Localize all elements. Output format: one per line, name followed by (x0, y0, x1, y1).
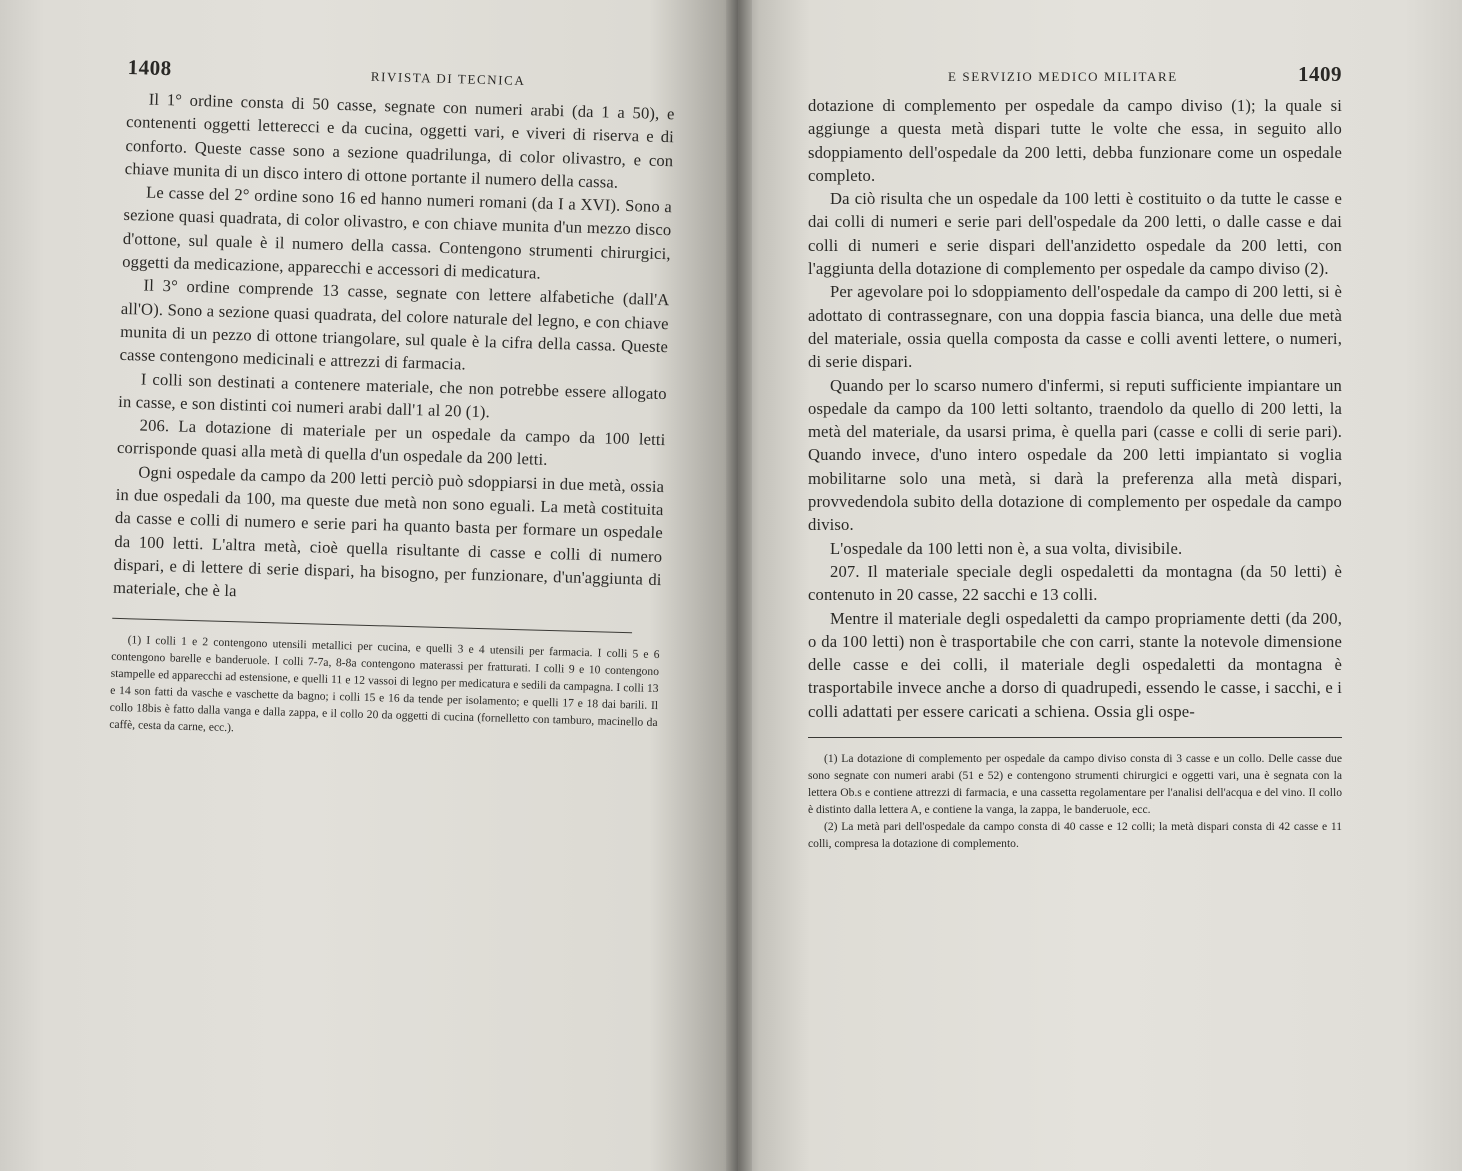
paragraph: L'ospedale da 100 letti non è, a sua volta, divisibile. (830, 538, 1183, 558)
footnote-divider (112, 617, 632, 633)
paragraph: Il 1° ordine consta di 50 casse, segnate con numeri arabi (da 1 a 50), e contenenti oggetti letterecci e da cucina, oggetti vari, e viveri di riserva e di conforto. Queste casse sono a sezione quadrilunga, di color olivastro, e con chiave munita di un disco intero di ottone portante il numero della cassa. (124, 89, 675, 192)
paragraph: Ogni ospedale da campo da 200 letti perciò può sdoppiarsi in due metà, ossia in due ospedali da 100, ma queste due metà non sono eguali. La metà costituita da casse e colli di numero e serie pari ha quanto basta per formare un ospedale da 100 letti. L'altra metà, cioè quella risultante di casse e colli di numero dispari, e di lettere di serie dispari, ha bisogno, per funzionare, d'un'aggiunta di materiale, che è la (112, 462, 665, 601)
running-head-right: E SERVIZIO MEDICO MILITARE (948, 69, 1178, 84)
right-page (738, 0, 1462, 1171)
paragraph: Per agevolare poi lo sdoppiamento dell'ospedale da campo di 200 letti, si è adottato di contrassegnare, con una doppia fascia bianca, una delle due metà del materiale, ossia quella composta da casse e colli aventi lettere, o numeri, di serie dispari. (808, 282, 1342, 372)
footnote: (1) La dotazione di complemento per ospedale da campo diviso consta di 3 casse e un collo. Delle casse due sono segnate con numeri arabi (51 e 52) e contengono strumenti chirurgici e oggetti vari, una è segnata con la lettera Ob.s e contiene attrezzi di farmacia, e una cassetta regolamentare per l'analisi dell'acqua e del vino. Il collo è distinto dalla lettera A, e contiene la vanga, la zappa, le banderuole, ecc. (808, 752, 1342, 817)
left-page-content (109, 55, 676, 748)
footnote: (2) La metà pari dell'ospedale da campo consta di 40 casse e 12 colli; la metà dispari consta di 42 casse e 11 colli, compresa la dotazione di complemento. (808, 820, 1342, 851)
paragraph: Da ciò risulta che un ospedale da 100 letti è costituito o da tutte le casse e dai colli di numeri e serie pari dell'ospedale da 200 letti, o dalle casse e dai colli di numeri e serie dispari dell'anzidetto ospedale da 200 letti, con l'aggiunta della dotazione di complemento per ospedale da campo diviso (2). (808, 189, 1342, 279)
right-page-footnotes (808, 750, 1342, 852)
right-page-body (808, 94, 1342, 723)
left-page-body (113, 87, 675, 615)
right-page-content (808, 62, 1342, 852)
running-head-left: RIVISTA DI TECNICA (370, 68, 526, 89)
footnote-divider (808, 737, 1342, 738)
paragraph: I colli son destinati a contenere materiale, che non potrebbe essere allogato in casse, e son distinti coi numeri arabi dall'1 al 20 (1). (118, 369, 668, 422)
paragraph: 206. La dotazione di materiale per un ospedale da campo da 100 letti corrisponde quasi alla metà di quella d'un ospedale da 200 letti. (116, 415, 666, 470)
right-page-header (808, 62, 1342, 94)
book-gutter (726, 0, 752, 1171)
paragraph: dotazione di complemento per ospedale da campo diviso (1); la quale si aggiunge a questa metà dispari tutte le volte che essa, in seguito allo sdoppiamento dell'ospedale da 200 letti, debba funzionare come un ospedale completo. (808, 96, 1342, 185)
paragraph: Le casse del 2° ordine sono 16 ed hanno numeri romani (da I a XVI). Sono a sezione quasi quadrata, di color olivastro, e con chiave munita d'un mezzo disco d'ottone, sul quale è il numero della cassa. Contengono strumenti chirurgici, oggetti da medicazione, apparecchi e accessori di medicatura. (121, 182, 673, 283)
paragraph: Il 3° ordine comprende 13 casse, segnate con lettere alfabetiche (dall'A all'O). Sono a sezione quasi quadrata, del colore naturale del legno, e con chiave munita di un pezzo di ottone triangolare, sul quale è la cifra della cassa. Queste casse contengono medicinali e attrezzi di farmacia. (119, 275, 670, 374)
paragraph: Quando per lo scarso numero d'infermi, si reputi sufficiente impiantare un ospedale da campo da 100 letti soltanto, traendolo da quello di 200 letti, la metà del materiale, da usarsi prima, è quella pari (casse e colli di serie pari). Quando invece, d'uno intero ospedale da 200 letti impiantato si voglia mobilitarne solo una metà, si darà la preferenza alla metà dispari, provvedendola subito della dotazione di complemento per ospedale da campo diviso. (808, 375, 1342, 535)
paragraph: 207. Il materiale speciale degli ospedaletti da montagna (da 50 letti) è contenuto in 20 casse, 22 sacchi e 13 colli. (808, 561, 1342, 605)
footnote: (1) I colli 1 e 2 contengono utensili metallici per cucina, e quelli 3 e 4 utensili per farmacia. I colli 5 e 6 contengono barelle e banderuole. I colli 7-7a, 8-8a contengono materassi per fratturati. I colli 9 e 10 contengono stampelle ed apparecchi ad estensione, e quelli 11 e 12 vassoi di legno per medicatura e sedili da campagna. I colli 13 e 14 son fatti da vasche e vaschette da bagno; i colli 15 e 16 da tende per isolamento; e quelli 17 e 18 dai barili. Il collo 18bis è fatto dalla vanga e dalla zappa, e il collo 20 da oggetti di cucina (fornelletto con tamburo, macinello da caffè, cesta da carne, ecc.). (109, 632, 660, 734)
page-number-right: 1409 (1298, 62, 1342, 86)
left-page-footnotes (109, 630, 660, 747)
paragraph: Mentre il materiale degli ospedaletti da campo propriamente detti (da 200, o da 100 letti) non è trasportabile che con carri, stante la notevole dimensione delle casse e dei colli, il materiale degli ospedaletti da montagna è trasportabile invece anche a dorso di quadrupedi, essendo le casse, i sacchi, e i colli adattati per essere caricati a schiena. Ossia gli ospe- (808, 608, 1342, 721)
page-number-left: 1408 (127, 55, 172, 81)
